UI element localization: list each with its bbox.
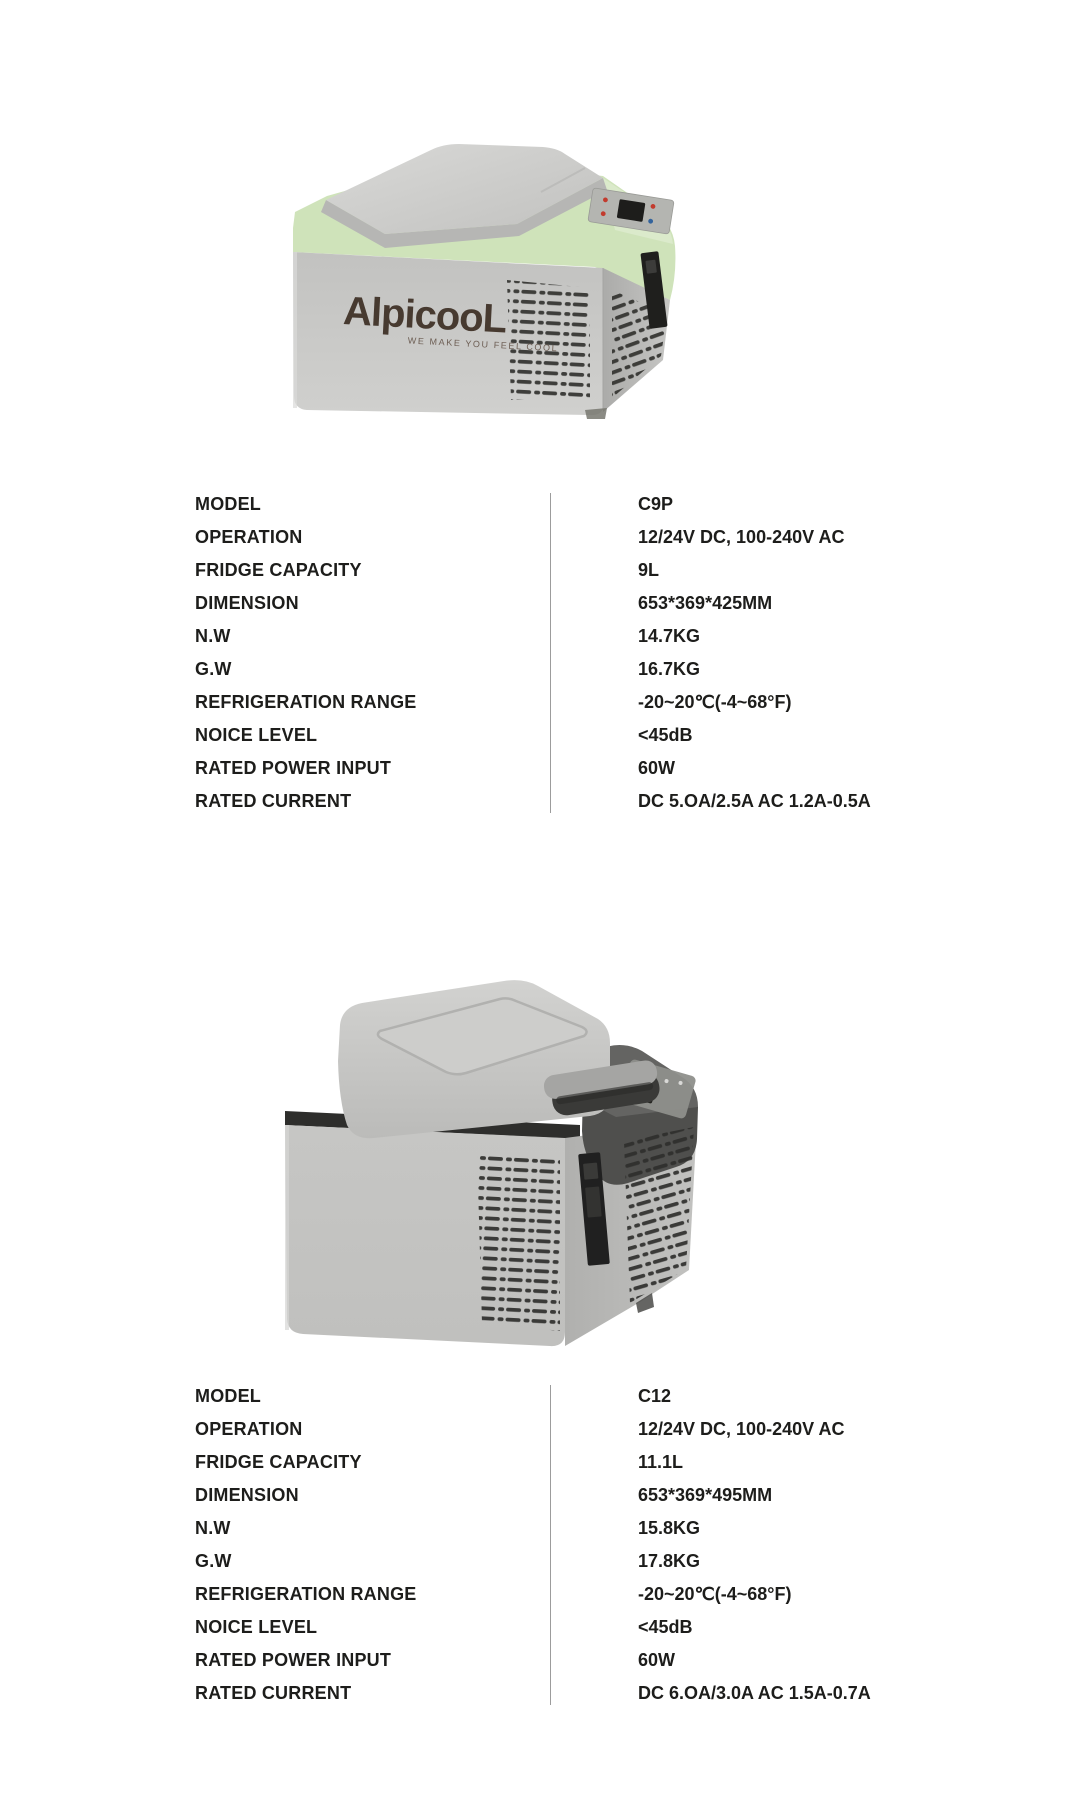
spec-row [195, 1413, 915, 1446]
spec-row [195, 653, 915, 686]
spec-value: 16.7KG [638, 659, 701, 679]
spec-label: RATED CURRENT [195, 1683, 352, 1703]
column-divider [550, 493, 551, 813]
brand-logo-text: AlpicooL [342, 289, 508, 342]
spec-row [195, 587, 915, 620]
spec-row [195, 1578, 915, 1611]
spec-table-c12 [195, 1380, 915, 1710]
spec-label: FRIDGE CAPACITY [195, 560, 362, 580]
spec-value: 14.7KG [638, 626, 701, 646]
spec-value: -20~20℃(-4~68°F) [638, 692, 792, 712]
spec-value: 60W [638, 758, 676, 778]
spec-label: DIMENSION [195, 1485, 299, 1505]
spec-value: C12 [638, 1386, 672, 1406]
left-edge-highlight [293, 252, 297, 408]
column-divider [550, 1385, 551, 1705]
spec-label: NOICE LEVEL [195, 725, 318, 745]
spec-label: N.W [195, 626, 231, 646]
spec-label: DIMENSION [195, 593, 299, 613]
spec-row [195, 1644, 915, 1677]
spec-value: 9L [638, 560, 660, 580]
spec-label: RATED POWER INPUT [195, 758, 392, 778]
spec-row [195, 1479, 915, 1512]
spec-label: G.W [195, 659, 232, 679]
spec-row [195, 620, 915, 653]
spec-row [195, 686, 915, 719]
spec-value: DC 6.OA/3.0A AC 1.5A-0.7A [638, 1683, 871, 1703]
spec-value: 12/24V DC, 100-240V AC [638, 527, 845, 547]
spec-value: 12/24V DC, 100-240V AC [638, 1419, 845, 1439]
spec-row [195, 488, 915, 521]
spec-label: RATED CURRENT [195, 791, 352, 811]
spec-label: OPERATION [195, 527, 303, 547]
spec-label: OPERATION [195, 1419, 303, 1439]
spec-table-c9p [195, 488, 915, 818]
spec-label: RATED POWER INPUT [195, 1650, 392, 1670]
spec-label: G.W [195, 1551, 232, 1571]
spec-row [195, 1611, 915, 1644]
spec-value: 653*369*425MM [638, 593, 773, 613]
spec-value: 653*369*495MM [638, 1485, 773, 1505]
spec-row [195, 1677, 915, 1710]
spec-value: 17.8KG [638, 1551, 701, 1571]
spec-value: C9P [638, 494, 674, 514]
spec-row [195, 1380, 915, 1413]
product-image-c9p [285, 138, 680, 428]
spec-label: FRIDGE CAPACITY [195, 1452, 362, 1472]
spec-value: DC 5.OA/2.5A AC 1.2A-0.5A [638, 791, 871, 811]
spec-value: <45dB [638, 1617, 693, 1637]
spec-row [195, 719, 915, 752]
spec-value: 60W [638, 1650, 676, 1670]
spec-row [195, 752, 915, 785]
spec-row [195, 1545, 915, 1578]
spec-label: REFRIGERATION RANGE [195, 692, 417, 712]
spec-value: 15.8KG [638, 1518, 701, 1538]
spec-label: NOICE LEVEL [195, 1617, 318, 1637]
spec-row [195, 554, 915, 587]
spec-row [195, 785, 915, 818]
brand-tagline: WE MAKE YOU FEEL COOL [407, 335, 559, 354]
spec-label: N.W [195, 1518, 231, 1538]
spec-row [195, 521, 915, 554]
spec-value: 11.1L [638, 1452, 684, 1472]
display-screen [617, 199, 646, 222]
spec-value: <45dB [638, 725, 693, 745]
spec-row [195, 1512, 915, 1545]
product-image-c12 [276, 855, 712, 1353]
spec-value: -20~20℃(-4~68°F) [638, 1584, 792, 1604]
spec-label: MODEL [195, 494, 261, 514]
left-edge-highlight [285, 1125, 289, 1330]
spec-label: REFRIGERATION RANGE [195, 1584, 417, 1604]
spec-row [195, 1446, 915, 1479]
spec-label: MODEL [195, 1386, 261, 1406]
